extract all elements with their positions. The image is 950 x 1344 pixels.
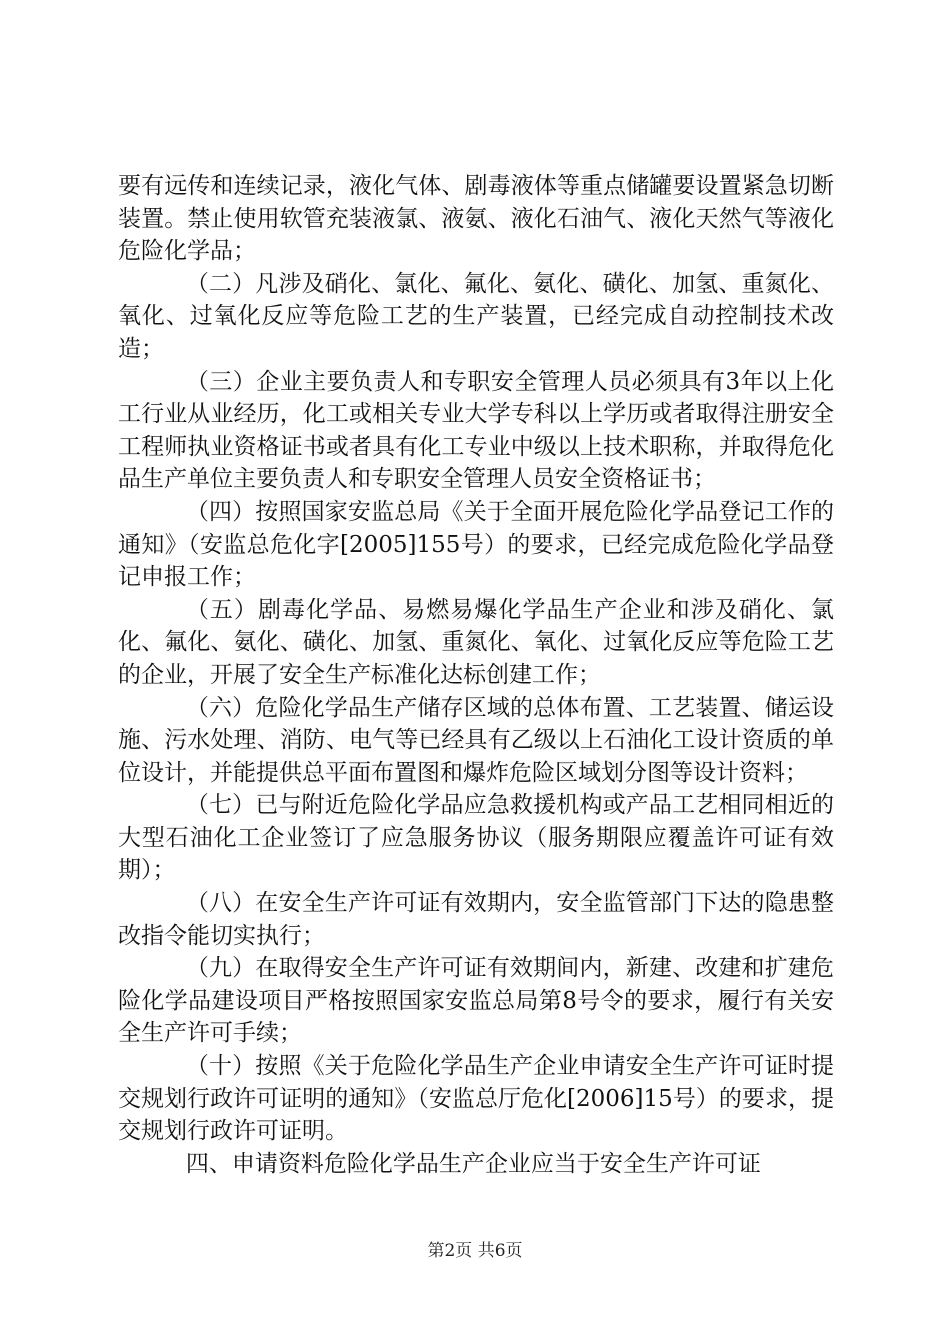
- paragraph-continuation: 要有远传和连续记录，液化气体、剧毒液体等重点储罐要设置紧急切断装置。禁止使用软管充装液氯、液氨、液化石油气、液化天然气等液化危险化学品；: [118, 173, 834, 265]
- paragraph-section-4: 四、申请资料危险化学品生产企业应当于安全生产许可证: [185, 1150, 761, 1177]
- paragraph-item-4: （四）按照国家安监总局《关于全面开展危险化学品登记工作的通知》（安监总危化字[2005]155号）的要求，已经完成危险化学品登记申报工作；: [118, 498, 834, 591]
- paragraph-item-6: （六）危险化学品生产储存区域的总体布置、工艺装置、储运设施、污水处理、消防、电气等已经具有乙级以上石油化工设计资质的单位设计，并能提供总平面布置图和爆炸危险区域划分图等设计资料；: [118, 694, 834, 786]
- paragraph-item-2: （二）凡涉及硝化、氯化、氟化、氨化、磺化、加氢、重氮化、氧化、过氧化反应等危险工艺的生产装置，已经完成自动控制技术改造；: [118, 270, 834, 362]
- paragraph-item-7: （七）已与附近危险化学品应急救援机构或产品工艺相同相近的大型石油化工企业签订了应急服务协议（服务期限应覆盖许可证有效期）；: [118, 792, 834, 884]
- document-body: [118, 170, 834, 1180]
- paragraph-item-3: （三）企业主要负责人和专职安全管理人员必须具有3年以上化工行业从业经历，化工或相关专业大学专科以上学历或者取得注册安全工程师执业资格证书或者具有化工专业中级以上技术职称，并取得危化品生产单位主要负责人和专职安全管理人员安全资格证书；: [118, 368, 834, 493]
- paragraph-item-9: （九）在取得安全生产许可证有效期间内，新建、改建和扩建危险化学品建设项目严格按照国家安监总局第8号令的要求，履行有关安全生产许可手续；: [118, 955, 834, 1047]
- paragraph-item-5: （五）剧毒化学品、易燃易爆化学品生产企业和涉及硝化、氯化、氟化、氨化、磺化、加氢、重氮化、氧化、过氧化反应等危险工艺的企业，开展了安全生产标准化达标创建工作；: [118, 596, 834, 688]
- paragraph-item-8: （八）在安全生产许可证有效期内，安全监管部门下达的隐患整改指令能切实执行；: [118, 890, 834, 949]
- page-number-footer: 第2页 共6页: [427, 1241, 523, 1261]
- paragraph-item-10: （十）按照《关于危险化学品生产企业申请安全生产许可证时提交规划行政许可证明的通知》（安监总厅危化[2006]15号）的要求，提交规划行政许可证明。: [118, 1053, 834, 1145]
